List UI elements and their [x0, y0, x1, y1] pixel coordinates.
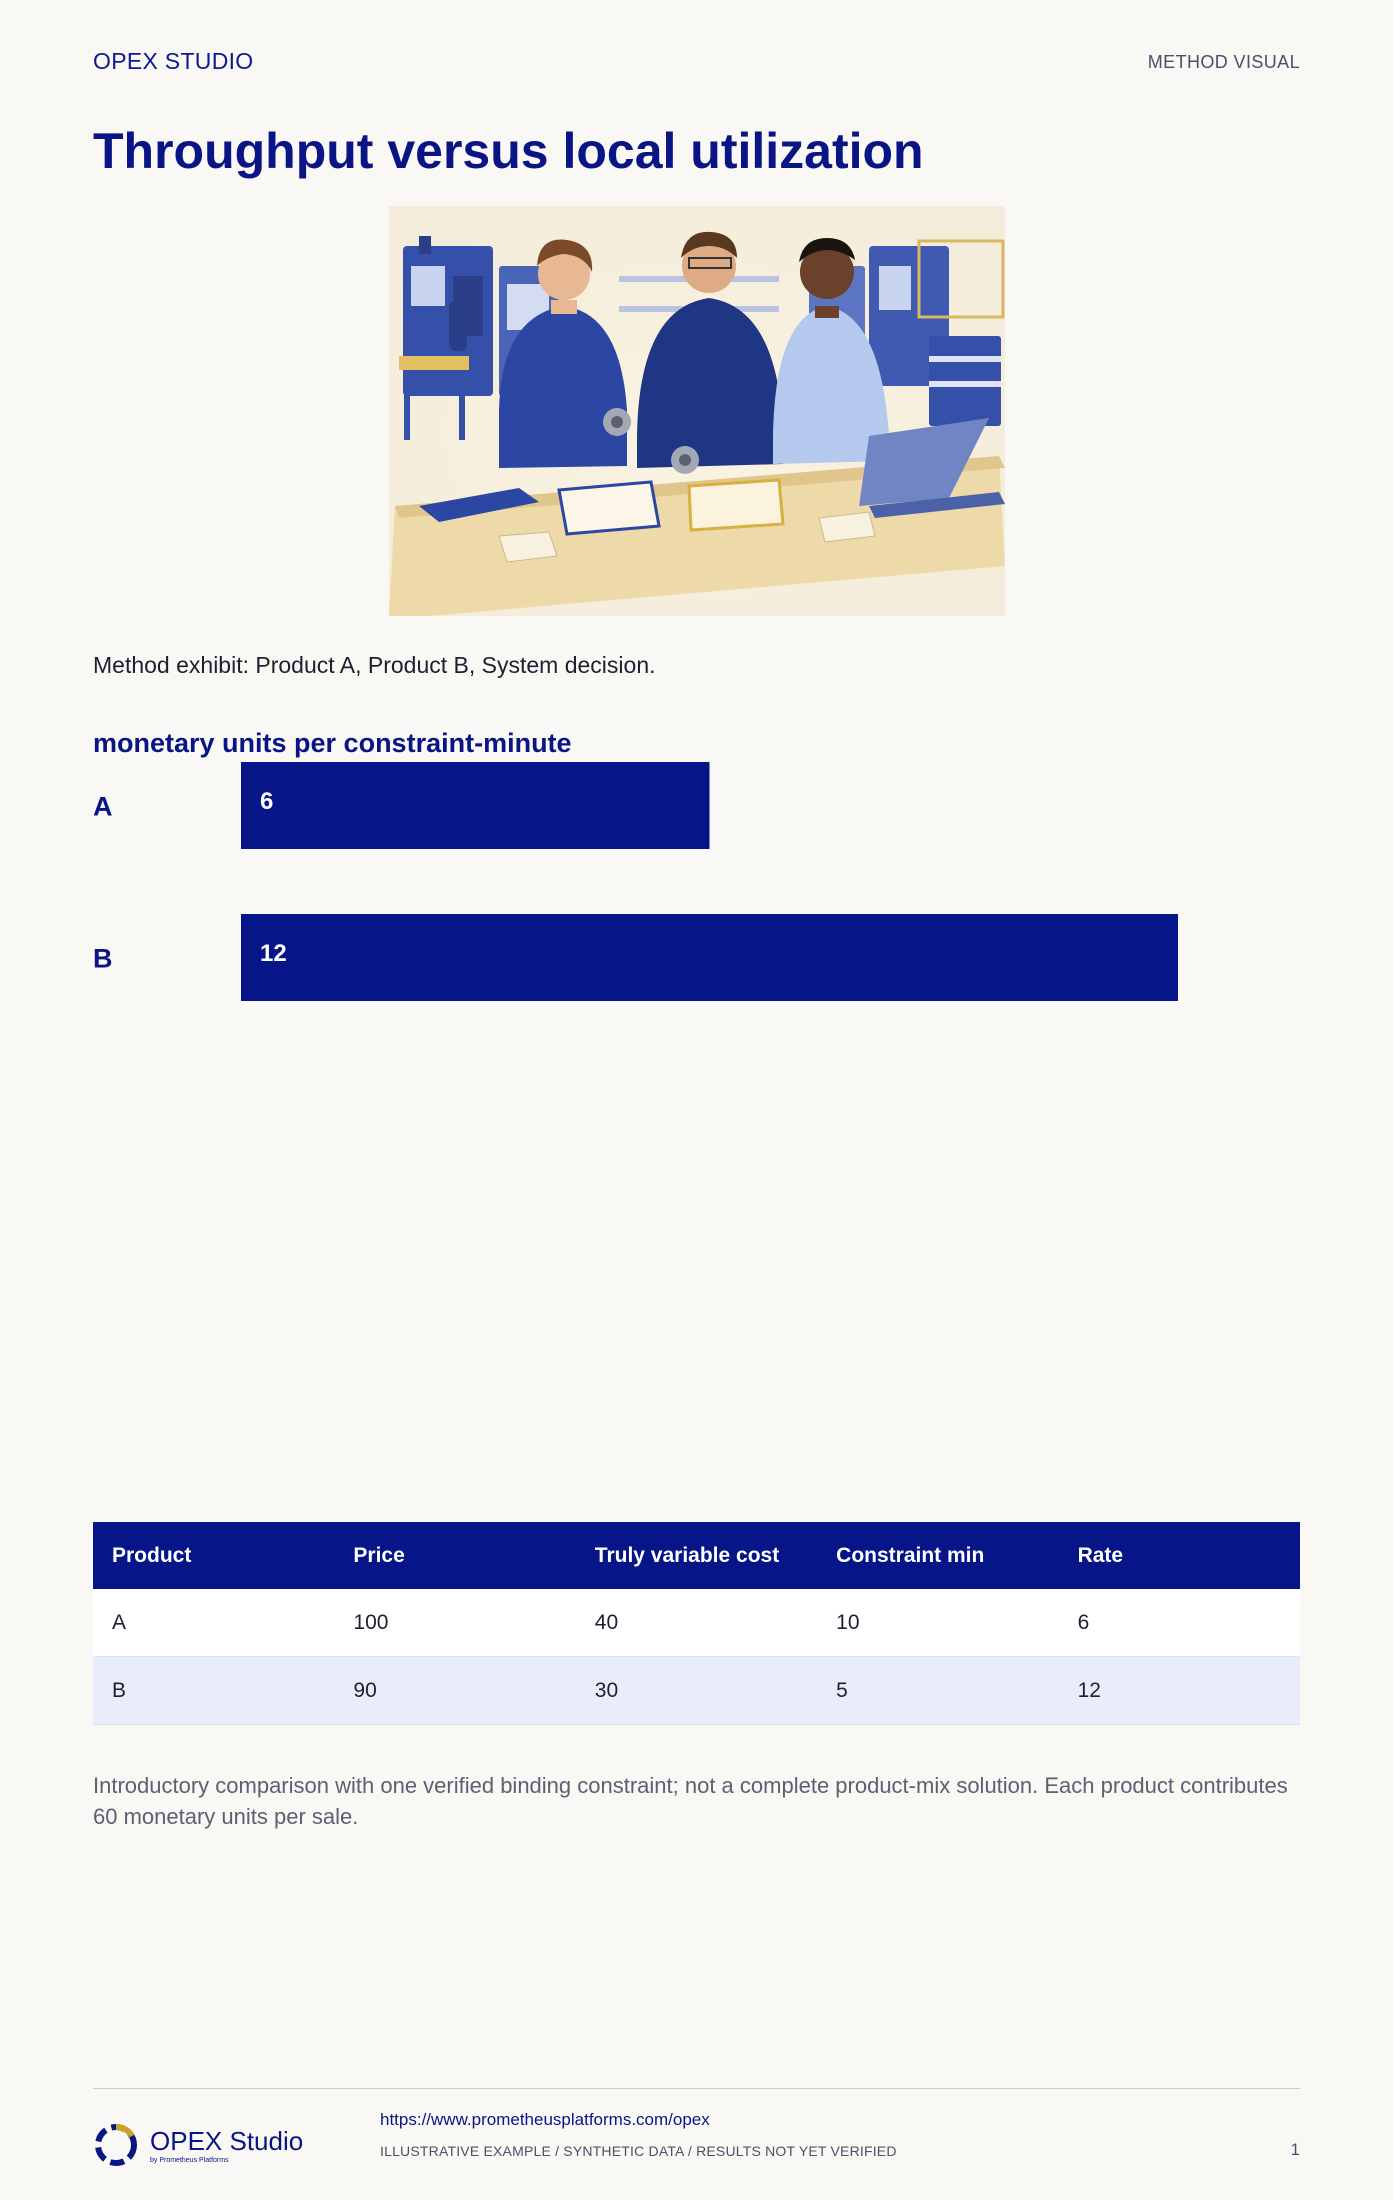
- chart-title: monetary units per constraint-minute: [93, 728, 572, 758]
- table-cell: 90: [334, 1657, 575, 1725]
- table-cell: 12: [1059, 1657, 1300, 1725]
- table-cell: A: [93, 1589, 334, 1657]
- page-title: Throughput versus local utilization: [93, 123, 924, 179]
- team-discussion-illustration: [389, 206, 1005, 616]
- table-row: [93, 1657, 1300, 1725]
- bar-value-label: 12: [260, 940, 287, 967]
- header-rate: Rate: [1059, 1522, 1300, 1589]
- table-cell: 40: [576, 1589, 817, 1657]
- bar-A: [241, 762, 710, 849]
- header-price: Price: [334, 1522, 575, 1589]
- page-number: 1: [1290, 2140, 1300, 2159]
- bar-chart: [93, 760, 1300, 1010]
- header-variable-cost: Truly variable cost: [576, 1522, 817, 1589]
- footer-divider: [93, 2088, 1300, 2089]
- opex-logo-icon: [93, 2122, 139, 2168]
- footnote: Introductory comparison with one verified binding constraint; not a complete product-mix solution. Each product contributes 60 monetary units per sale.: [93, 1773, 1288, 1829]
- header-product: Product: [93, 1522, 334, 1589]
- table-cell: 6: [1059, 1589, 1300, 1657]
- table-cell: 5: [817, 1657, 1058, 1725]
- bar-B: [241, 914, 1178, 1001]
- table-cell: 30: [576, 1657, 817, 1725]
- table-row: [93, 1589, 1300, 1657]
- bar-category-label: B: [93, 943, 113, 974]
- footer-url-link[interactable]: https://www.prometheusplatforms.com/opex: [380, 2110, 710, 2129]
- header-constraint-min: Constraint min: [817, 1522, 1058, 1589]
- table-cell: 10: [817, 1589, 1058, 1657]
- section-tag: METHOD VISUAL: [1147, 52, 1300, 72]
- logo-wordmark: OPEX Studio: [150, 2126, 304, 2156]
- logo-subtitle: by Prometheus Platforms: [150, 2157, 229, 2164]
- brand-name: OPEX STUDIO: [93, 48, 254, 74]
- exhibit-caption: Method exhibit: Product A, Product B, System decision.: [93, 652, 656, 678]
- product-table: [93, 1522, 1300, 1725]
- table-header-row: [93, 1522, 1300, 1589]
- bar-category-label: A: [93, 791, 113, 822]
- table-cell: B: [93, 1657, 334, 1725]
- footer-disclaimer: ILLUSTRATIVE EXAMPLE / SYNTHETIC DATA / RESULTS NOT YET VERIFIED: [380, 2143, 897, 2159]
- table-cell: 100: [334, 1589, 575, 1657]
- bar-value-label: 6: [260, 788, 274, 815]
